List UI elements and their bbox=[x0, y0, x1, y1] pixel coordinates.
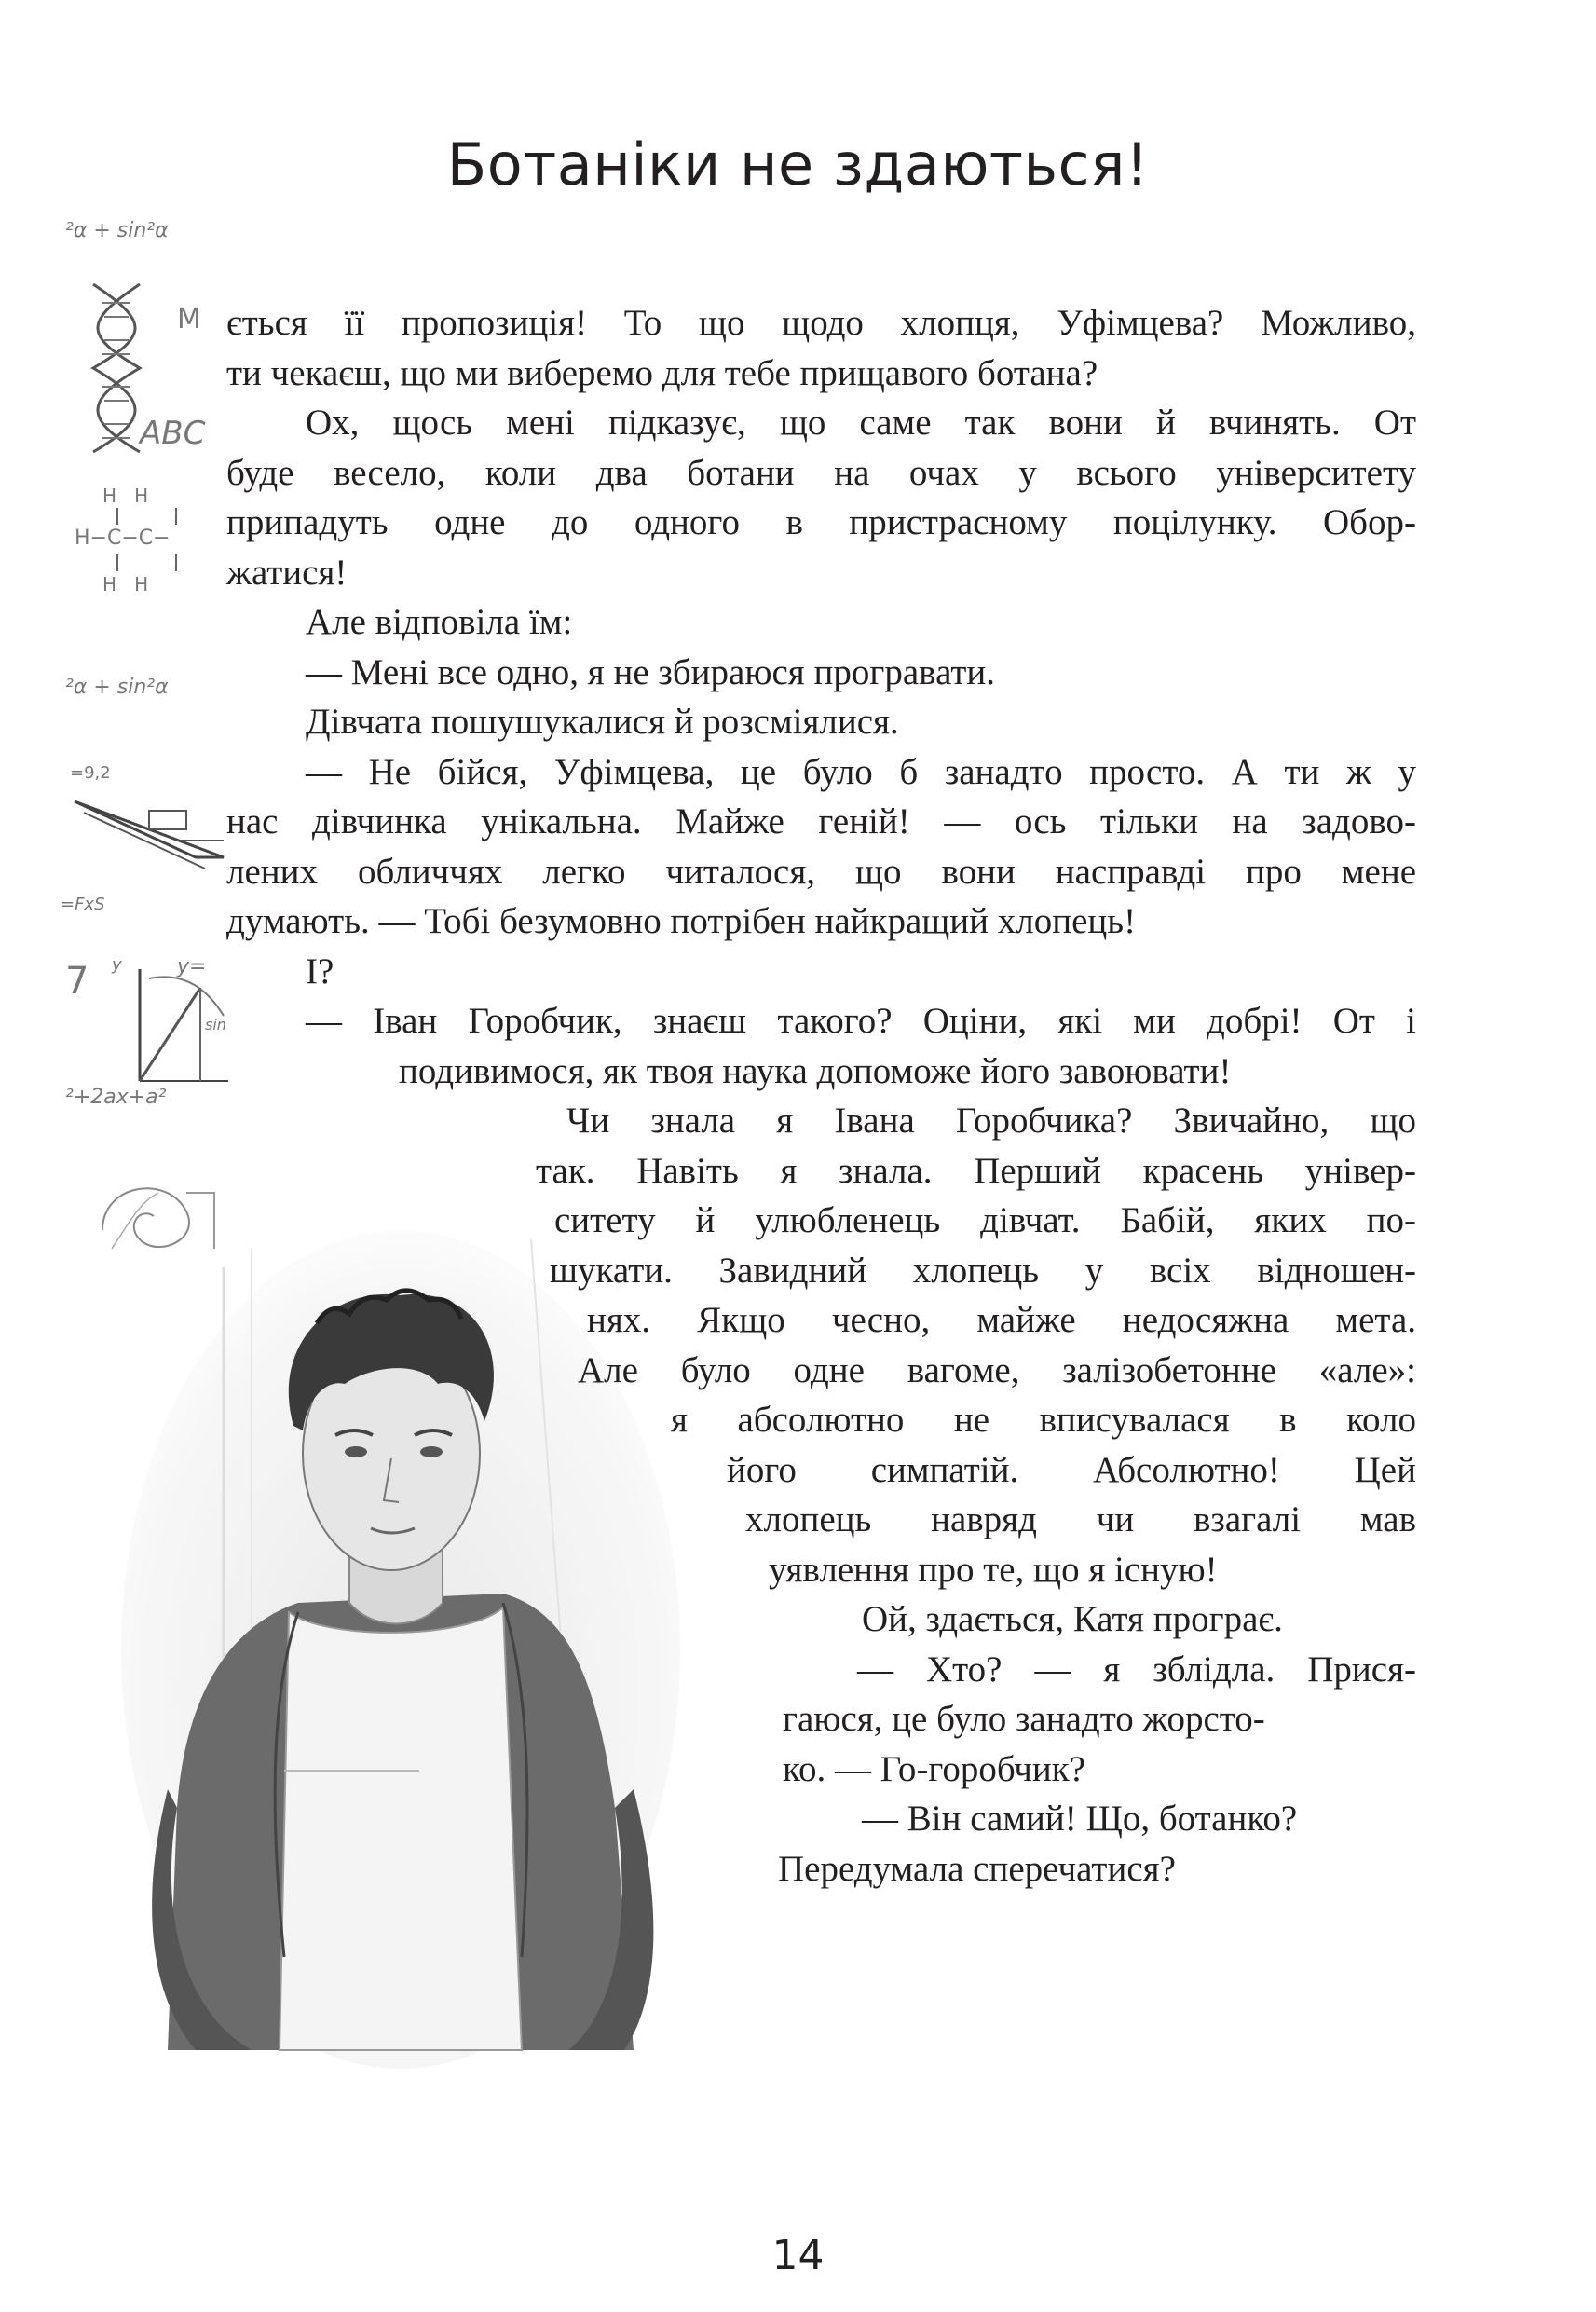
molecule-row-1: H H bbox=[102, 485, 149, 507]
sin-label: sin bbox=[205, 1016, 226, 1033]
text-line: думають. — Тобі безумовно потрібен найкращий хлопець! bbox=[226, 901, 1137, 941]
molecule-diagram bbox=[75, 485, 233, 615]
text-line: — Не бійся, Уфімцева, це було б занадто просто. А ти ж у bbox=[306, 752, 1416, 792]
text-line: лених обличчях легко читалося, що вони насправді про мене bbox=[226, 852, 1416, 892]
margin-doodles bbox=[56, 196, 233, 1277]
text-line: Дівчата пошушукалися й розсміялися. bbox=[306, 702, 899, 742]
page-number: 14 bbox=[771, 2232, 825, 2279]
formula-mid: ²α + sin²α bbox=[65, 676, 169, 699]
text-line: — Іван Горобчик, знаєш такого? Оціни, які ми добрі! От і bbox=[306, 1001, 1416, 1041]
text-line: так. Навіть я знала. Перший красень універ- bbox=[536, 1151, 1416, 1191]
text-line: хлопець навряд чи взагалі мав bbox=[745, 1499, 1416, 1539]
text-line: шукати. Завидний хлопець у всіх відношен- bbox=[550, 1251, 1416, 1291]
formula-top: ²α + sin²α bbox=[65, 219, 169, 242]
text-line: Чи знала я Івана Горобчика? Звичайно, що bbox=[566, 1101, 1416, 1141]
svg-text:=9,2: =9,2 bbox=[70, 763, 111, 783]
text-line: уявлення про те, що я існую! bbox=[769, 1550, 1218, 1590]
molecule-row-3: H H bbox=[102, 573, 149, 595]
text-line: я абсолютно не вписувалася в коло bbox=[671, 1400, 1416, 1440]
text-line: його симпатій. Абсолютно! Цей bbox=[727, 1450, 1416, 1490]
seven-label: 7 bbox=[65, 960, 89, 1003]
chapter-title: Ботаніки не здаються! bbox=[446, 130, 1150, 198]
text-line: гаюся, це було занадто жорсто- bbox=[783, 1699, 1265, 1739]
abc-label: ABC bbox=[140, 415, 206, 452]
text-line: Ой, здається, Катя програє. bbox=[862, 1599, 1283, 1639]
text-line: ється її пропозиція! То що щодо хлопця, Уфімцева? Можливо, bbox=[226, 303, 1416, 343]
text-line: Але відповіла їм: bbox=[306, 602, 573, 642]
text-line: — Він самий! Що, ботанко? bbox=[862, 1799, 1298, 1839]
y-label-1: y bbox=[112, 955, 122, 975]
fxs-label: =FxS bbox=[61, 895, 105, 914]
text-line: — Мені все одно, я не збираюся програвати. bbox=[306, 652, 996, 692]
text-line: нас дівчинка унікальна. Майже геній! — ось тільки на задово- bbox=[226, 801, 1416, 841]
text-line: буде весело, коли два ботани на очах у всього університету bbox=[226, 453, 1416, 493]
text-line: ко. — Го-горобчик? bbox=[783, 1749, 1085, 1789]
text-line: Ох, щось мені підказує, що саме так вони й вчинять. От bbox=[306, 403, 1416, 443]
incline-plane-icon bbox=[65, 755, 233, 876]
text-line: Передумала сперечатися? bbox=[778, 1849, 1176, 1889]
y-label-2: y= bbox=[177, 955, 207, 978]
text-line: ситету й улюбленець дівчат. Бабій, яких по- bbox=[554, 1200, 1416, 1240]
text-line: — Хто? — я зблідла. Прися- bbox=[857, 1649, 1416, 1690]
letter-m: M bbox=[177, 303, 201, 335]
text-line: припадуть одне до одного в пристрасному поцілунку. Обор- bbox=[226, 502, 1416, 542]
text-line: Але було одне вагоме, залізобетонне «але»: bbox=[578, 1350, 1416, 1390]
text-line: жатися! bbox=[226, 553, 348, 593]
text-line: І? bbox=[306, 951, 334, 992]
text-line: подивимося, як твоя наука допоможе його завоювати! bbox=[399, 1051, 1232, 1091]
text-line: нях. Якщо чесно, майже недосяжна мета. bbox=[587, 1300, 1416, 1340]
molecule-row-2: H−C−C− bbox=[75, 527, 171, 550]
formula-bottom: ²+2ax+a² bbox=[65, 1086, 167, 1109]
text-line: ти чекаєш, що ми виберемо для тебе прищавого ботана? bbox=[226, 353, 1098, 393]
